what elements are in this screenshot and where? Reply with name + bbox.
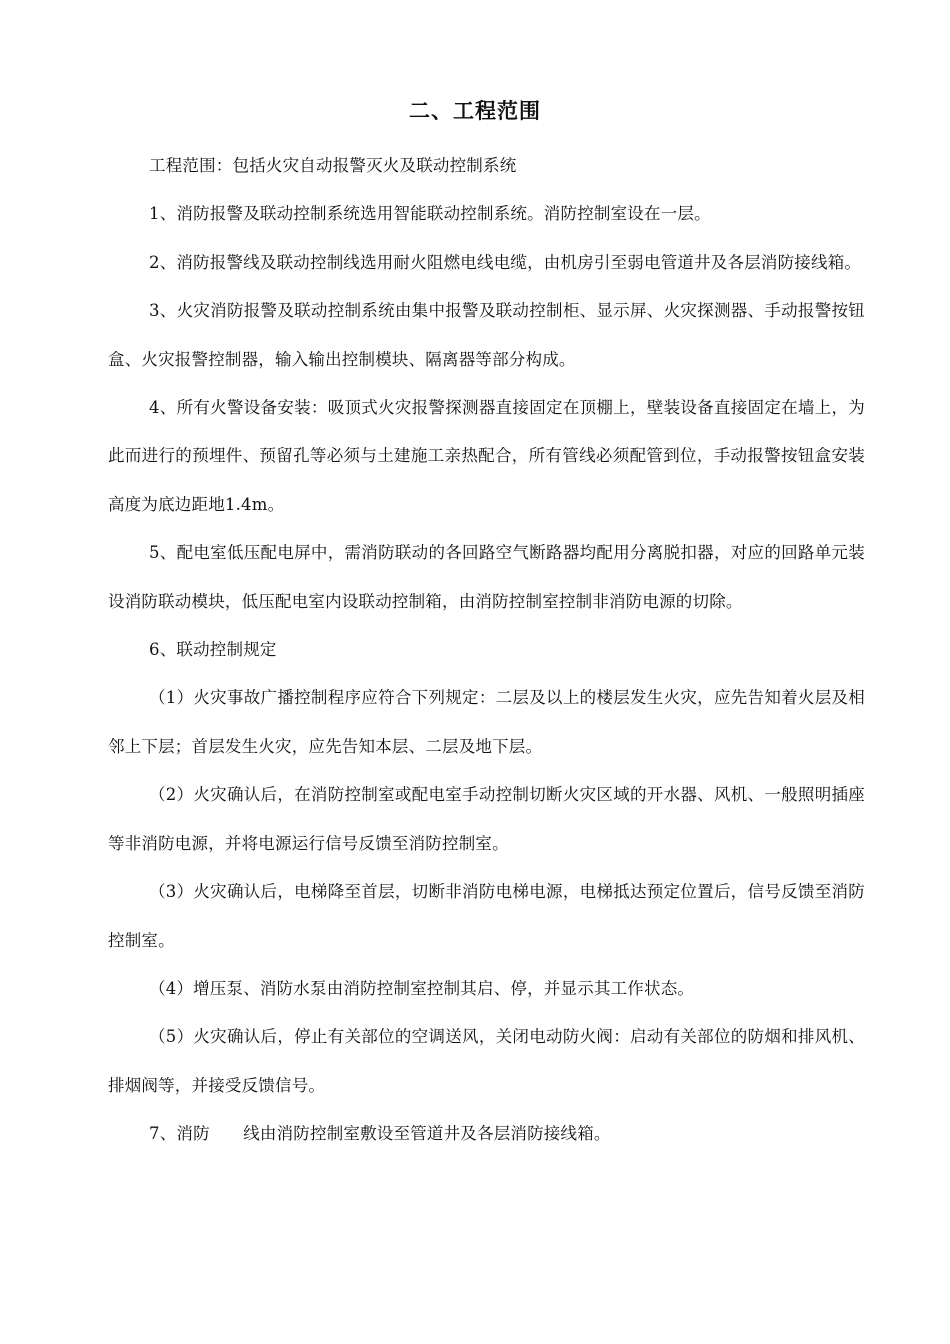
section-title: 二、工程范围: [409, 99, 541, 123]
paragraph-item-5: 5、配电室低压配电屏中，需消防联动的各回路空气断路器均配用分离脱扣器，对应的回路单元装设消防联动模块，低压配电室内设联动控制箱，由消防控制室控制非消防电源的切除。: [108, 543, 865, 611]
paragraph-item-6: 6、联动控制规定: [149, 640, 277, 660]
paragraph-item-3: 3、火灾消防报警及联动控制系统由集中报警及联动控制柜、显示屏、火灾探测器、手动报警按钮盒、火灾报警控制器，输入输出控制模块、隔离器等部分构成。: [108, 301, 865, 369]
document-body: [108, 142, 865, 1159]
paragraph-sub-5: （5）火灾确认后，停止有关部位的空调送风，关闭电动防火阀：启动有关部位的防烟和排风机、排烟阀等，并接受反馈信号。: [108, 1027, 865, 1095]
paragraph-sub-3: （3）火灾确认后，电梯降至首层，切断非消防电梯电源，电梯抵达预定位置后，信号反馈至消防控制室。: [108, 882, 865, 950]
paragraph-item-4: 4、所有火警设备安装：吸顶式火灾报警探测器直接固定在顶棚上，壁装设备直接固定在墙上，为此而进行的预埋件、预留孔等必须与土建施工亲热配合，所有管线必须配管到位，手动报警按钮盒安装高度为底边距地1.4m。: [108, 398, 865, 514]
paragraph-sub-1: （1）火灾事故广播控制程序应符合下列规定：二层及以上的楼层发生火灾，应先告知着火层及相邻上下层；首层发生火灾，应先告知本层、二层及地下层。: [108, 688, 865, 756]
paragraph-item-1: 1、消防报警及联动控制系统选用智能联动控制系统。消防控制室设在一层。: [149, 204, 711, 224]
paragraph-item-7: 7、消防 线由消防控制室敷设至管道井及各层消防接线箱。: [149, 1124, 611, 1144]
paragraph-sub-4: （4）增压泵、消防水泵由消防控制室控制其启、停，并显示其工作状态。: [149, 978, 695, 998]
paragraph-item-2: 2、消防报警线及联动控制线选用耐火阻燃电线电缆，由机房引至弱电管道井及各层消防接线箱。: [149, 252, 862, 272]
paragraph-scope: 工程范围：包括火灾自动报警灭火及联动控制系统: [149, 156, 517, 175]
paragraph-sub-2: （2）火灾确认后，在消防控制室或配电室手动控制切断火灾区域的开水器、风机、一般照明插座等非消防电源，并将电源运行信号反馈至消防控制室。: [108, 785, 865, 853]
